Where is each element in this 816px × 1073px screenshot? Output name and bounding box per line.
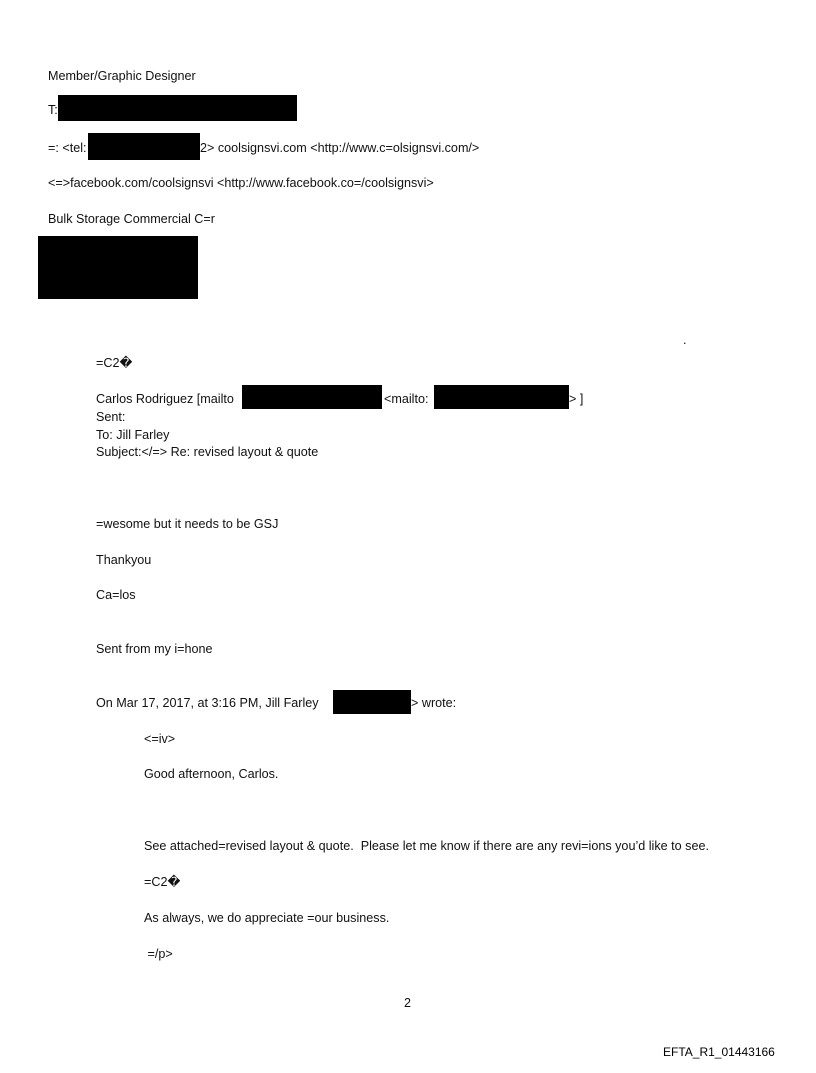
redaction-sender-email [333,690,411,714]
original-intro-prefix: On Mar 17, 2017, at 3:16 PM, Jill Farley [96,696,319,710]
bates-id: EFTA_R1_01443166 [663,1045,775,1059]
sent-line: Sent: [96,410,126,424]
encoding-artifact-2: =C2� [144,875,181,889]
closing-line: As always, we do appreciate =our business. [144,911,390,925]
redaction-tel [88,133,200,160]
reply-line-1: =wesome but it needs to be GSJ [96,517,279,531]
div-tag-artifact: <=iv> [144,732,176,746]
to-line: To: Jill Farley [96,428,170,442]
phone-label: T: [48,103,58,117]
redaction-phone [58,95,297,121]
facebook-line: <=>facebook.com/coolsignsvi <http://www.facebook.co=/coolsignsvi> [48,176,434,190]
original-body: See attached=revised layout & quote. Please let me know if there are any revi=ions you’d like to see. [144,839,709,853]
from-line-prefix: Carlos Rodriguez [mailto [96,392,234,406]
redaction-email-2 [434,385,569,409]
greeting: Good afternoon, Carlos. [144,767,279,781]
reply-line-4: Sent from my i=hone [96,642,213,656]
from-line-close: > ] [569,392,584,406]
tel-prefix: =: <tel: [48,141,87,155]
end-tag-artifact: =/p> [144,947,173,961]
redaction-logo [38,236,198,299]
reply-line-3: Ca=los [96,588,136,602]
signature-title: Member/Graphic Designer [48,69,196,83]
redaction-email-1 [242,385,382,409]
reply-line-2: Thankyou [96,553,152,567]
website-line: 2> coolsignsvi.com <http://www.c=olsignsvi.com/> [200,141,480,155]
page-number: 2 [404,996,412,1010]
tagline: Bulk Storage Commercial C=r [48,212,215,226]
mailto-label: <mailto: [384,392,429,406]
original-intro-suffix: > wrote: [411,696,457,710]
subject-line: Subject:</=> Re: revised layout & quote [96,445,319,459]
stray-dot: . [683,333,687,347]
encoding-artifact: =C2� [96,356,133,370]
